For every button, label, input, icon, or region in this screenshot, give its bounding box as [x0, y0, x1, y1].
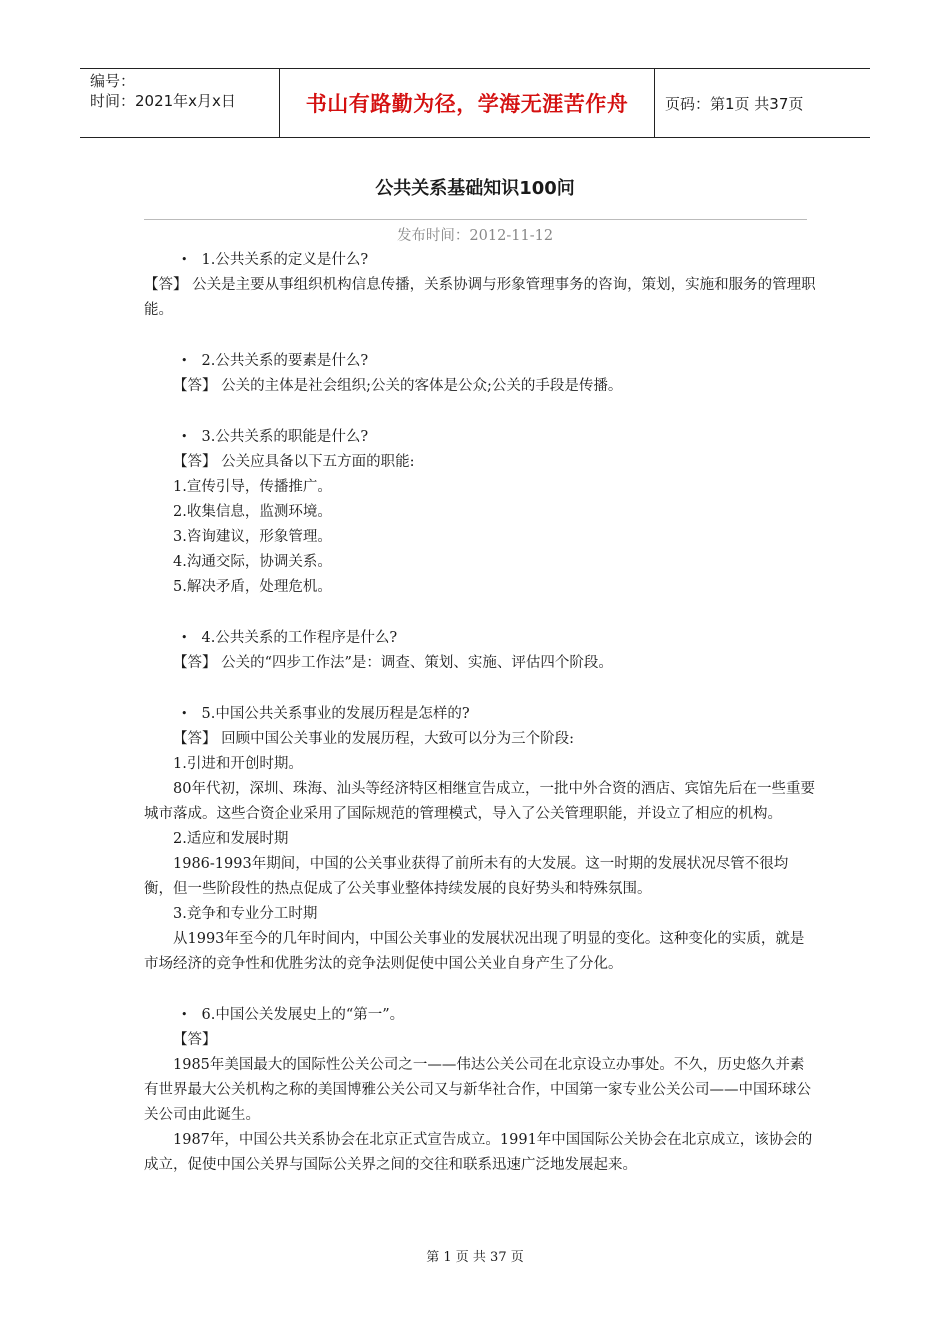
page-footer: 第 1 页 共 37 页	[426, 1250, 524, 1265]
bullet-icon: •	[181, 631, 188, 644]
question-4: • 4.公共关系的工作程序是什么?	[181, 630, 398, 646]
title-divider	[144, 219, 807, 220]
number-label: 编号：	[90, 72, 136, 90]
list-item: 3.咨询建议，形象管理。	[173, 529, 332, 545]
list-item: 1.宣传引导，传播推广。	[173, 479, 332, 495]
page-info: 页码：第1页 共37页	[665, 94, 804, 113]
answer-1: 【答】 公关是主要从事组织机构信息传播，关系协调与形象管理事务的咨询，策划，实施和服务的管理职能。	[144, 277, 816, 318]
question-5: • 5.中国公共关系事业的发展历程是怎样的?	[181, 706, 470, 722]
header-meta-cell	[80, 69, 280, 137]
bullet-icon: •	[181, 253, 188, 266]
answer-5: 【答】 回顾中国公关事业的发展历程，大致可以分为三个阶段:	[173, 731, 574, 747]
bullet-icon: •	[181, 430, 188, 443]
publish-date: 发布时间：2012-11-12	[396, 228, 554, 244]
stage-heading: 1.引进和开创时期。	[173, 756, 303, 772]
header-table	[80, 68, 870, 138]
bullet-icon: •	[181, 707, 188, 720]
list-item: 2.收集信息，监测环境。	[173, 504, 332, 520]
answer-2: 【答】 公关的主体是社会组织;公关的客体是公众;公关的手段是传播。	[173, 378, 623, 394]
answer-3: 【答】 公关应具备以下五方面的职能:	[173, 454, 415, 470]
paragraph: 1985年美国最大的国际性公关公司之一——伟达公关公司在北京设立办事处。不久，历史悠久并素有世界最大公关机构之称的美国博雅公关公司又与新华社合作，中国第一家专业公关公司——中国环球公关公司由此诞生。	[144, 1057, 811, 1123]
document-body	[144, 247, 816, 1178]
question-1: • 1.公共关系的定义是什么?	[181, 252, 369, 268]
answer-4: 【答】 公关的“四步工作法”是：调查、策划、实施、评估四个阶段。	[173, 655, 613, 671]
stage-heading: 2.适应和发展时期	[173, 831, 289, 847]
stage-heading: 3.竞争和专业分工时期	[173, 906, 318, 922]
stage-paragraph: 80年代初，深圳、珠海、汕头等经济特区相继宣告成立，一批中外合资的酒店、宾馆先后在一些重要城市落成。这些合资企业采用了国际规范的管理模式，导入了公关管理职能，并设立了相应的机构。	[144, 781, 815, 822]
question-2: • 2.公共关系的要素是什么?	[181, 353, 369, 369]
bullet-icon: •	[181, 354, 188, 367]
question-6: • 6.中国公关发展史上的“第一”。	[181, 1007, 405, 1023]
stage-paragraph: 1986-1993年期间，中国的公关事业获得了前所未有的大发展。这一时期的发展状况尽管不很均衡，但一些阶段性的热点促成了公关事业整体持续发展的良好势头和特殊氛围。	[144, 856, 789, 897]
question-3: • 3.公共关系的职能是什么?	[181, 429, 369, 445]
list-item: 4.沟通交际，协调关系。	[173, 554, 332, 570]
paragraph: 1987年，中国公共关系协会在北京正式宣告成立。1991年中国国际公关协会在北京成立，该协会的成立，促使中国公关界与国际公关界之间的交往和联系迅速广泛地发展起来。	[144, 1132, 813, 1173]
bullet-icon: •	[181, 1008, 188, 1021]
stage-paragraph: 从1993年至今的几年时间内，中国公关事业的发展状况出现了明显的变化。这种变化的实质，就是市场经济的竞争性和优胜劣汰的竞争法则促使中国公关业自身产生了分化。	[144, 931, 805, 972]
time-label: 时间：2021年x月x日	[90, 92, 236, 110]
document-title: 公共关系基础知识100问	[375, 178, 575, 199]
answer-6-label: 【答】	[173, 1032, 217, 1048]
list-item: 5.解决矛盾，处理危机。	[173, 579, 332, 595]
motto: 书山有路勤为径，学海无涯苦作舟	[280, 69, 655, 137]
